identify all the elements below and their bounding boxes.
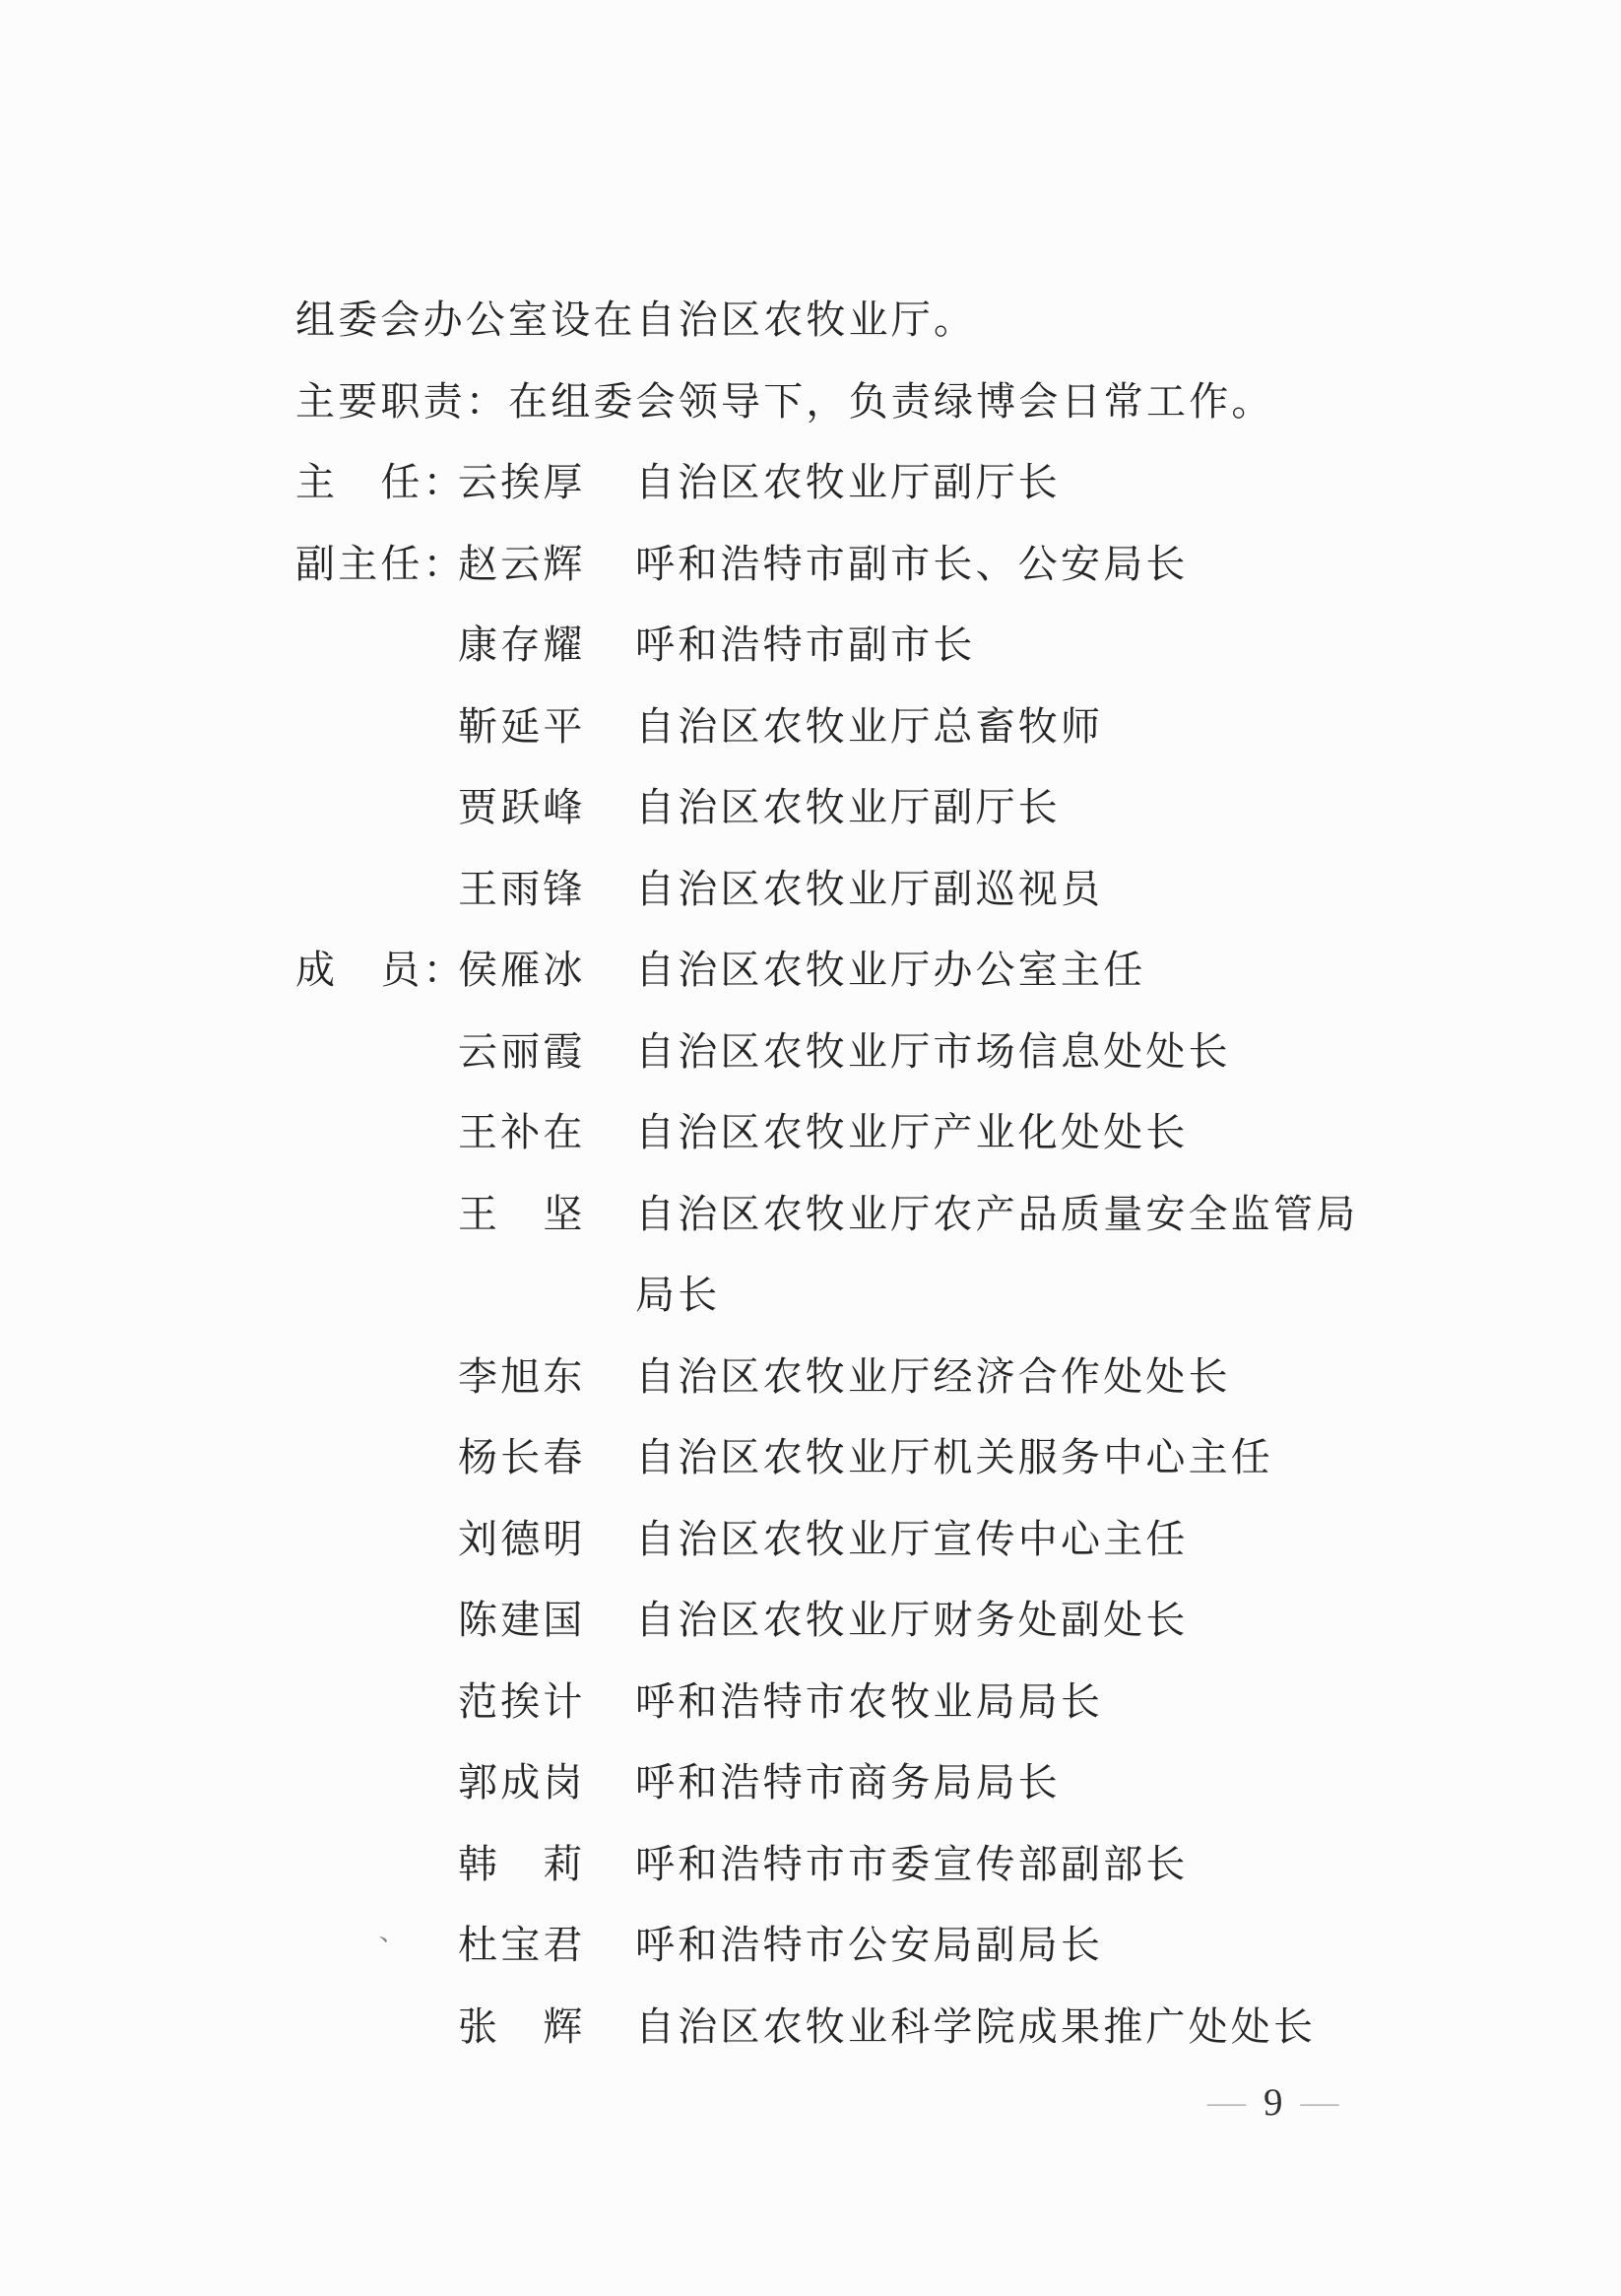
roster-row bbox=[295, 1499, 1438, 1581]
member-name: 靳延平 bbox=[458, 703, 586, 749]
paragraph-line bbox=[295, 280, 1438, 361]
member-title: 自治区农牧业厅办公室主任 bbox=[635, 948, 1146, 992]
page-number-value: 9 bbox=[1264, 2080, 1283, 2124]
member-title: 自治区农牧业厅副厅长 bbox=[635, 785, 1061, 829]
member-title: 呼和浩特市市委宣传部副部长 bbox=[635, 1841, 1189, 1886]
roster-row bbox=[295, 767, 1438, 849]
roster-row bbox=[295, 1255, 1438, 1337]
member-name: 李旭东 bbox=[458, 1353, 586, 1399]
page-number-right-dash: — bbox=[1300, 2084, 1339, 2120]
member-name: 陈建国 bbox=[458, 1598, 586, 1642]
member-title: 局长 bbox=[635, 1273, 721, 1317]
member-title: 呼和浩特市副市长 bbox=[635, 623, 976, 667]
row-label: 副主任： bbox=[295, 541, 466, 586]
member-title: 自治区农牧业科学院成果推广处处长 bbox=[635, 2003, 1317, 2049]
row-label: 主 任： bbox=[295, 460, 466, 504]
roster-row bbox=[295, 1742, 1438, 1824]
member-name: 刘德明 bbox=[458, 1516, 586, 1561]
member-name: 赵云辉 bbox=[458, 541, 586, 586]
member-title: 自治区农牧业厅机关服务中心主任 bbox=[635, 1435, 1273, 1479]
member-title: 呼和浩特市商务局局长 bbox=[635, 1760, 1061, 1804]
member-name: 王雨锋 bbox=[458, 866, 586, 911]
roster-row bbox=[295, 1092, 1438, 1174]
document-body bbox=[295, 280, 1438, 2067]
row-label: 成 员： bbox=[295, 948, 466, 992]
stray-scan-mark: 、 bbox=[376, 1915, 406, 1947]
member-name: 康存耀 bbox=[458, 623, 586, 667]
roster-row bbox=[295, 687, 1438, 768]
member-name: 云挨厚 bbox=[458, 460, 586, 504]
member-title: 自治区农牧业厅农产品质量安全监管局 bbox=[635, 1191, 1359, 1236]
roster-row bbox=[295, 524, 1438, 606]
roster-row bbox=[295, 849, 1438, 931]
member-name: 云丽霞 bbox=[458, 1028, 586, 1074]
member-name: 王补在 bbox=[458, 1110, 586, 1154]
roster-row bbox=[295, 930, 1438, 1012]
member-title: 自治区农牧业厅总畜牧师 bbox=[635, 703, 1104, 749]
member-name: 范挨计 bbox=[458, 1678, 586, 1724]
member-name: 王 坚 bbox=[458, 1191, 586, 1236]
roster-row bbox=[295, 605, 1438, 687]
paragraph-line bbox=[295, 361, 1438, 443]
member-title: 自治区农牧业厅财务处副处长 bbox=[635, 1598, 1189, 1642]
roster-row bbox=[295, 1905, 1438, 1987]
member-name: 杨长春 bbox=[458, 1435, 586, 1479]
member-title: 自治区农牧业厅宣传中心主任 bbox=[635, 1516, 1189, 1561]
roster-row bbox=[295, 1824, 1438, 1906]
member-title: 呼和浩特市副市长、公安局长 bbox=[635, 541, 1189, 586]
member-name: 杜宝君 bbox=[458, 1923, 586, 1967]
member-name: 韩 莉 bbox=[458, 1841, 586, 1886]
member-title: 自治区农牧业厅经济合作处处长 bbox=[635, 1353, 1231, 1399]
roster-row bbox=[295, 1580, 1438, 1662]
member-name: 张 辉 bbox=[458, 2003, 586, 2049]
roster-row bbox=[295, 442, 1438, 524]
roster-row bbox=[295, 1987, 1438, 2068]
paragraph-text: 主要职责：在组委会领导下，负责绿博会日常工作。 bbox=[295, 378, 1274, 424]
roster-row bbox=[295, 1662, 1438, 1743]
member-title: 自治区农牧业厅副厅长 bbox=[635, 460, 1061, 504]
roster-row bbox=[295, 1337, 1438, 1418]
member-title: 呼和浩特市公安局副局长 bbox=[635, 1923, 1104, 1967]
member-name: 侯雁冰 bbox=[458, 948, 586, 992]
member-name: 郭成岗 bbox=[458, 1760, 586, 1804]
roster-row bbox=[295, 1417, 1438, 1499]
roster-row bbox=[295, 1012, 1438, 1093]
roster-row bbox=[295, 1174, 1438, 1256]
member-title: 自治区农牧业厅副巡视员 bbox=[635, 866, 1104, 911]
member-title: 呼和浩特市农牧业局局长 bbox=[635, 1678, 1104, 1724]
member-title: 自治区农牧业厅产业化处处长 bbox=[635, 1110, 1189, 1154]
member-name: 贾跃峰 bbox=[458, 785, 586, 829]
member-title: 自治区农牧业厅市场信息处处长 bbox=[635, 1028, 1231, 1074]
page-number bbox=[1207, 2074, 1339, 2130]
paragraph-text: 组委会办公室设在自治区农牧业厅。 bbox=[295, 297, 977, 342]
page-number-left-dash: — bbox=[1207, 2084, 1246, 2120]
